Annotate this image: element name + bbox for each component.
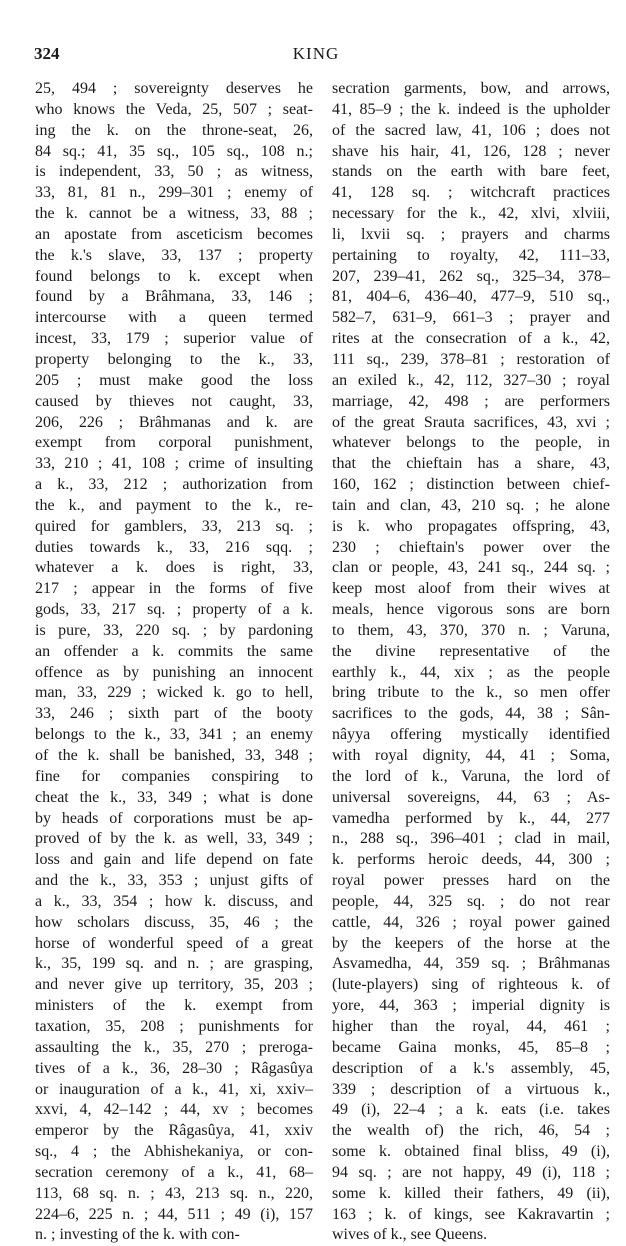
index-line: pertaining to royalty, 42, 111–33, — [332, 246, 610, 264]
index-line: an offender a k. commits the same — [35, 642, 313, 660]
index-line: the wealth of) the rich, 46, 54 ; — [332, 1122, 610, 1140]
index-line: 582–7, 631–9, 661–3 ; prayer and — [332, 309, 610, 327]
index-line: quired for gamblers, 33, 213 sq. ; — [35, 517, 313, 535]
index-line: 339 ; description of a virtuous k., — [332, 1080, 610, 1098]
index-line: 207, 239–41, 262 sq., 325–34, 378– — [332, 267, 610, 285]
index-line: 111 sq., 239, 378–81 ; restoration of — [332, 350, 610, 368]
page-header — [34, 44, 598, 66]
index-line: an exiled k., 42, 112, 327–30 ; royal — [332, 371, 610, 389]
index-line: the lord of k., Varuna, the lord of — [332, 767, 610, 785]
index-line: rites at the consecration of a k., 42, — [332, 330, 610, 348]
index-line: secration ceremony of a k., 41, 68– — [35, 1163, 313, 1181]
index-line: an apostate from asceticism becomes — [35, 225, 313, 243]
index-line: incest, 33, 179 ; superior value of — [35, 330, 313, 348]
index-line: is independent, 33, 50 ; as witness, — [35, 163, 313, 181]
index-line: found by a Brâhmana, 33, 146 ; — [35, 288, 313, 306]
index-line: Asvamedha, 44, 359 sq. ; Brâhmanas — [332, 955, 610, 973]
index-line: cheat the k., 33, 349 ; what is done — [35, 788, 313, 806]
index-line: description of a k.'s assembly, 45, — [332, 1059, 610, 1077]
index-line: vamedha performed by k., 44, 277 — [332, 809, 610, 827]
index-line: meals, hence vigorous sons are born — [332, 601, 610, 619]
index-line: duties towards k., 33, 216 sqq. ; — [35, 538, 313, 556]
index-line: sq., 4 ; the Abhishekaniya, or con- — [35, 1143, 313, 1161]
index-line: fine for companies conspiring to — [35, 767, 313, 785]
index-line: bring tribute to the k., so men offer — [332, 684, 610, 702]
index-line: 33, 210 ; 41, 108 ; crime of insulting — [35, 455, 313, 473]
index-line: sacrifices to the gods, 44, 38 ; Sân- — [332, 705, 610, 723]
index-line: tives of a k., 36, 28–30 ; Râgasûya — [35, 1059, 313, 1077]
index-line: 33, 246 ; sixth part of the booty — [35, 705, 313, 723]
index-line: the k., and payment to the k., re- — [35, 496, 313, 514]
index-line: belongs to the k., 33, 341 ; an enemy — [35, 726, 313, 744]
index-line: people, 44, 325 sq. ; do not rear — [332, 892, 610, 910]
index-line: whatever a k. does is right, 33, — [35, 559, 313, 577]
index-line: 224–6, 225 n. ; 44, 511 ; 49 (i), 157 — [35, 1205, 313, 1223]
index-line: k. performs heroic deeds, 44, 300 ; — [332, 851, 610, 869]
index-line: of the k. shall be banished, 33, 348 ; — [35, 747, 313, 764]
index-line: is k. who propagates offspring, 43, — [332, 517, 610, 535]
index-line: intercourse with a queen termed — [35, 309, 313, 327]
index-line: how scholars discuss, 35, 46 ; the — [35, 913, 313, 931]
index-line: found belongs to k. except when — [35, 267, 313, 285]
index-line: marriage, 42, 498 ; are performers — [332, 392, 610, 410]
index-line: offence as by punishing an innocent — [35, 663, 313, 681]
index-line: 81, 404–6, 436–40, 477–9, 510 sq., — [332, 288, 610, 306]
index-line: the k. cannot be a witness, 33, 88 ; — [35, 205, 313, 223]
index-line: shave his hair, 41, 126, 128 ; never — [332, 142, 610, 160]
index-line: royal power presses hard on the — [332, 872, 610, 890]
index-line: 230 ; chieftain's power over the — [332, 538, 610, 556]
index-line: wives of k., see Queens. — [332, 1226, 488, 1244]
index-line: and the k., 33, 353 ; unjust gifts of — [35, 872, 313, 890]
page-number: 324 — [34, 44, 60, 63]
index-line: property belonging to the k., 33, — [35, 350, 313, 368]
index-line: cattle, 44, 326 ; royal power gained — [332, 913, 610, 931]
index-line: loss and gain and life depend on fate — [35, 851, 313, 869]
index-line: 94 sq. ; are not happy, 49 (i), 118 ; — [332, 1163, 610, 1181]
index-line: nâyya offering mystically identified — [332, 726, 610, 744]
index-line: and never give up territory, 35, 203 ; — [35, 976, 313, 994]
index-line: 84 sq.; 41, 35 sq., 105 sq., 108 n.; — [35, 142, 313, 160]
index-line: 205 ; must make good the loss — [35, 371, 313, 389]
index-line: a k., 33, 354 ; how k. discuss, and — [35, 892, 313, 910]
index-line: assaulting the k., 35, 270 ; preroga- — [35, 1038, 313, 1056]
index-line: stands on the earth with bare feet, — [332, 163, 610, 181]
index-line: proved of by the k. as well, 33, 349 ; — [35, 830, 313, 848]
index-line: of the great Srauta sacrifices, 43, xvi ; — [332, 413, 610, 431]
index-line: with royal dignity, 44, 41 ; Soma, — [332, 747, 610, 764]
index-line: xxvi, 4, 42–142 ; 44, xv ; becomes — [35, 1101, 313, 1119]
left-column — [35, 79, 313, 1246]
index-line: emperor by the Râgasûya, 41, xxiv — [35, 1122, 313, 1140]
index-line: (lute-players) sing of righteous k. of — [332, 976, 610, 994]
index-line: higher than the royal, 44, 461 ; — [332, 1017, 610, 1035]
index-line: ing the k. on the throne-seat, 26, — [35, 121, 313, 139]
index-line: 113, 68 sq. n. ; 43, 213 sq. n., 220, — [35, 1184, 313, 1202]
index-line: some k. obtained final bliss, 49 (i), — [332, 1143, 610, 1161]
index-line: is pure, 33, 220 sq. ; by pardoning — [35, 621, 313, 639]
index-line: n. ; investing of the k. with con- — [35, 1226, 240, 1244]
index-line: or inauguration of a k., 41, xi, xxiv– — [35, 1080, 313, 1098]
index-line: taxation, 35, 208 ; punishments for — [35, 1017, 313, 1035]
index-line: keep most aloof from their wives at — [332, 580, 610, 598]
index-line: 41, 85–9 ; the k. indeed is the upholder — [332, 100, 610, 118]
index-line: 25, 494 ; sovereignty deserves he — [35, 80, 313, 97]
index-line: li, lxvii sq. ; prayers and charms — [332, 225, 610, 243]
index-line: 217 ; appear in the forms of five — [35, 580, 313, 598]
index-line: that the chieftain has a share, 43, — [332, 455, 610, 473]
index-line: to them, 43, 370, 370 n. ; Varuna, — [332, 621, 610, 639]
index-line: 41, 128 sq. ; witchcraft practices — [332, 184, 610, 202]
index-line: universal sovereigns, 44, 63 ; As- — [332, 788, 610, 806]
index-line: by heads of corporations must be ap- — [35, 809, 313, 827]
index-line: ministers of the k. exempt from — [35, 997, 313, 1015]
index-line: caused by thieves not caught, 33, — [35, 392, 313, 410]
index-line: 49 (i), 22–4 ; a k. eats (i.e. takes — [332, 1101, 610, 1119]
right-column — [332, 79, 610, 1246]
index-line: 163 ; k. of kings, see Kakravartin ; — [332, 1205, 610, 1223]
index-line: who knows the Veda, 25, 507 ; seat- — [35, 100, 313, 118]
index-line: by the keepers of the horse at the — [332, 934, 610, 952]
index-line: k., 35, 199 sq. and n. ; are grasping, — [35, 955, 313, 973]
running-title: KING — [292, 44, 340, 63]
index-line: horse of wonderful speed of a great — [35, 934, 313, 952]
index-line: the k.'s slave, 33, 137 ; property — [35, 246, 313, 264]
index-line: tain and clan, 43, 210 sq. ; he alone — [332, 496, 610, 514]
index-line: necessary for the k., 42, xlvi, xlviii, — [332, 205, 610, 223]
index-line: 33, 81, 81 n., 299–301 ; enemy of — [35, 184, 313, 202]
index-line: exempt from corporal punishment, — [35, 434, 313, 452]
index-line: whatever belongs to the people, in — [332, 434, 610, 452]
index-line: a k., 33, 212 ; authorization from — [35, 476, 313, 494]
index-line: yore, 44, 363 ; imperial dignity is — [332, 997, 610, 1015]
index-line: gods, 33, 217 sq. ; property of a k. — [35, 601, 313, 619]
index-line: earthly k., 44, xix ; as the people — [332, 663, 610, 681]
index-line: man, 33, 229 ; wicked k. go to hell, — [35, 684, 313, 702]
index-line: some k. killed their fathers, 49 (ii), — [332, 1184, 610, 1202]
index-line: the divine representative of the — [332, 642, 610, 660]
index-line: 206, 226 ; Brâhmanas and k. are — [35, 413, 313, 431]
index-line: became Gaina monks, 45, 85–8 ; — [332, 1038, 610, 1056]
index-line: secration garments, bow, and arrows, — [332, 80, 610, 97]
index-line: of the sacred law, 41, 106 ; does not — [332, 121, 610, 139]
index-line: n., 288 sq., 396–401 ; clad in mail, — [332, 830, 610, 848]
index-line: clan or people, 43, 241 sq., 244 sq. ; — [332, 559, 610, 577]
index-line: 160, 162 ; distinction between chief- — [332, 476, 610, 494]
